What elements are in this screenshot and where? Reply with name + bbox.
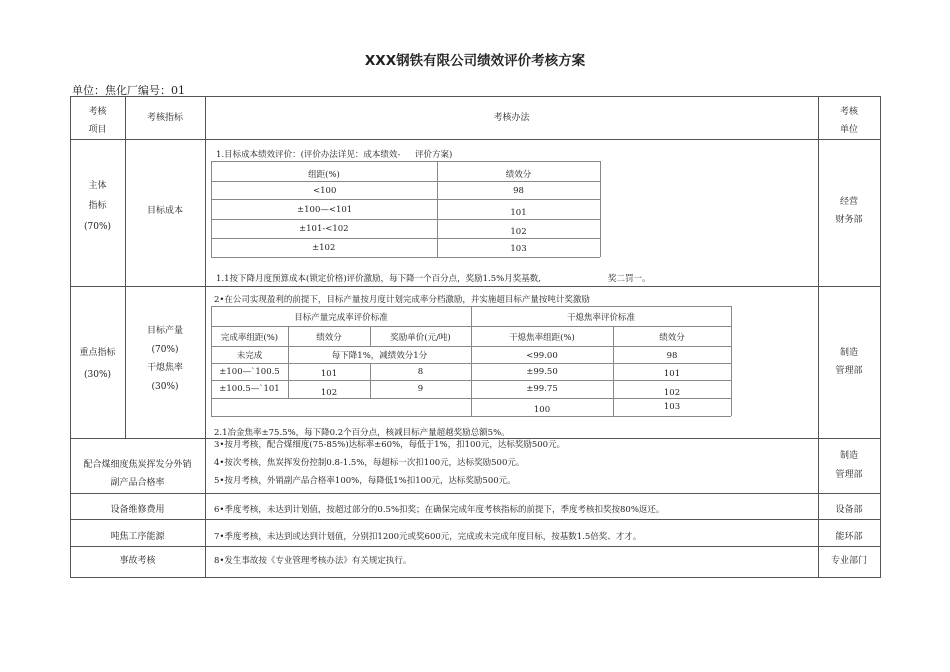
subtable-header: 干熄焦率组距(%) (509, 333, 575, 343)
subtable-header: 组距(%) (308, 170, 340, 180)
subtable-cell: 101 (320, 369, 338, 379)
unit-name: 能环部 (835, 532, 863, 542)
item-name: 设备维修费用 (110, 505, 165, 515)
method-note: 奖二罚一。 (608, 274, 651, 284)
row-divider (70, 546, 881, 547)
header-indicator-label: 考核指标 (146, 113, 183, 123)
item-name: 指标 (88, 201, 107, 211)
subtable-cell: 8 (417, 367, 424, 377)
indicator-name: 目标产量 (146, 326, 183, 336)
subtable-cell: 未完成 (236, 351, 263, 361)
row-divider (70, 139, 881, 140)
subtable-cell: 每下降1%，减绩效分1分 (331, 351, 428, 361)
subtable-cell: ±100—`100.5 (219, 367, 280, 377)
subtable-line (211, 181, 600, 182)
header-item-label: 考核 (88, 107, 107, 117)
subtable-line (211, 219, 600, 220)
subtable-cell: ±102 (312, 243, 336, 253)
unit-name: 经营 (839, 197, 858, 207)
row-divider (70, 519, 881, 520)
subtable-cell: 103 (663, 402, 681, 412)
subtable-cell: <99.00 (526, 351, 558, 361)
subtable-cell: <100 (313, 186, 337, 196)
unit-name: 设备部 (835, 505, 863, 515)
subtable-cell: 102 (510, 227, 527, 237)
method-text: 3•按月考核，配合煤细度(75-85%)达标率±60%，每低于1%，扣100元，达标奖励500元。 (214, 440, 566, 450)
subtable-header: 绩效分 (505, 170, 532, 180)
subtable-cell: 98 (666, 351, 678, 361)
subtable-cell: 102 (663, 388, 681, 398)
subtable-cell: 101 (510, 208, 527, 218)
table-bottom-border (70, 577, 881, 578)
unit-line: 单位：焦化厂编号：01 (72, 84, 185, 97)
subtable-cell: ±101-<102 (299, 224, 349, 234)
item-name: 吨焦工序能源 (110, 532, 165, 542)
item-name: 事故考核 (119, 556, 156, 566)
indicator-weight: (30%) (151, 382, 179, 392)
subtable-cell: ±100—<101 (297, 205, 353, 215)
subtable-cell: 103 (510, 244, 527, 254)
method-text: 2•在公司实现盈利的前提下，目标产量按月度计划完成率分档激励，并实施超目标产量按吨计奖激励 (214, 295, 590, 305)
unit-name: 专业部门 (830, 556, 867, 566)
method-text: 8•发生事故按《专业管理考核办法》有关规定执行。 (214, 556, 412, 566)
subtable-cell: ±100.5—`101 (219, 384, 280, 394)
subtable-line (731, 306, 732, 416)
method-text: 6•季度考核，未达到计划值，按超过部分的0.5%扣奖；在确保完成年度考核指标的前提下，季度考核扣奖按80%返还。 (214, 505, 665, 515)
row-divider (70, 286, 881, 287)
header-unit-label: 单位 (839, 125, 858, 135)
subtable-line (211, 238, 600, 239)
indicator-weight: (70%) (151, 345, 179, 355)
subtable-cell: 101 (663, 369, 681, 379)
subtable-line (211, 199, 600, 200)
subtable-cell: 98 (513, 186, 524, 196)
subtable-cell: 102 (320, 388, 338, 398)
subtable-header: 绩效分 (659, 333, 685, 343)
unit-name: 管理部 (835, 470, 863, 480)
subtable-header: 奖励单价(元/吨) (390, 333, 451, 343)
subtable-line (211, 257, 600, 258)
header-method-label: 考核办法 (493, 113, 530, 123)
header-item-label: 项目 (88, 125, 107, 135)
unit-name: 制造 (839, 348, 858, 358)
subtable-line (211, 161, 600, 162)
item-name: 重点指标 (79, 348, 116, 358)
row-divider (70, 493, 881, 494)
item-weight: (30%) (83, 370, 112, 380)
method-note: 2.1冶金焦率±75.5%，每下降0.2个百分点，核减目标产量超越奖励总额5%。 (214, 428, 510, 438)
col-divider (880, 96, 881, 577)
subtable-group-header: 干熄焦率评价标准 (566, 313, 635, 323)
item-name: 配合煤细度焦炭挥发分外销 (83, 460, 192, 470)
item-name: 主体 (88, 181, 107, 191)
subtable-cell: 9 (417, 384, 424, 394)
method-text: 7•季度考核，未达到或达到计划值，分别扣1200元或奖600元，完成或未完成年度目标，按基数1.5倍奖、才才。 (214, 532, 642, 542)
method-text: 评价方案) (415, 150, 453, 160)
subtable-line (211, 416, 731, 417)
method-note: 1.1按下降月度预算成本(锁定价格)评价激励，每下降一个百分点，奖励1.5%月奖基数, (216, 274, 541, 284)
method-text: 4•按次考核，焦炭挥发份控制0.8-1.5%，每超标一次扣100元，达标奖励500元。 (214, 458, 525, 468)
subtable-cell: ±99.50 (526, 367, 558, 377)
subtable-header: 完成率组距(%) (220, 333, 279, 343)
unit-name: 制造 (839, 451, 858, 461)
indicator-name: 干熄焦率 (146, 363, 183, 373)
indicator-name: 目标成本 (146, 206, 183, 216)
page-title: XXX钢铁有限公司绩效评价考核方案 (364, 53, 586, 69)
item-weight: (70%) (83, 222, 112, 232)
header-unit-label: 考核 (839, 107, 858, 117)
method-text: 1.目标成本绩效评价：(评价办法详见：成本绩效- (216, 150, 401, 160)
subtable-header: 绩效分 (316, 333, 342, 343)
subtable-cell: 100 (533, 405, 551, 415)
subtable-line (600, 161, 601, 257)
item-name: 副产品合格率 (110, 478, 165, 488)
table-top-border (70, 96, 881, 97)
unit-name: 管理部 (835, 366, 863, 376)
unit-name: 财务部 (835, 215, 863, 225)
method-text: 5•按月考核，外销副产品合格率100%，每降低1%扣100元，达标奖励500元。 (214, 476, 516, 486)
subtable-cell: ±99.75 (526, 384, 558, 394)
subtable-group-header: 目标产量完成率评价标准 (294, 313, 388, 323)
col-divider (205, 96, 206, 577)
